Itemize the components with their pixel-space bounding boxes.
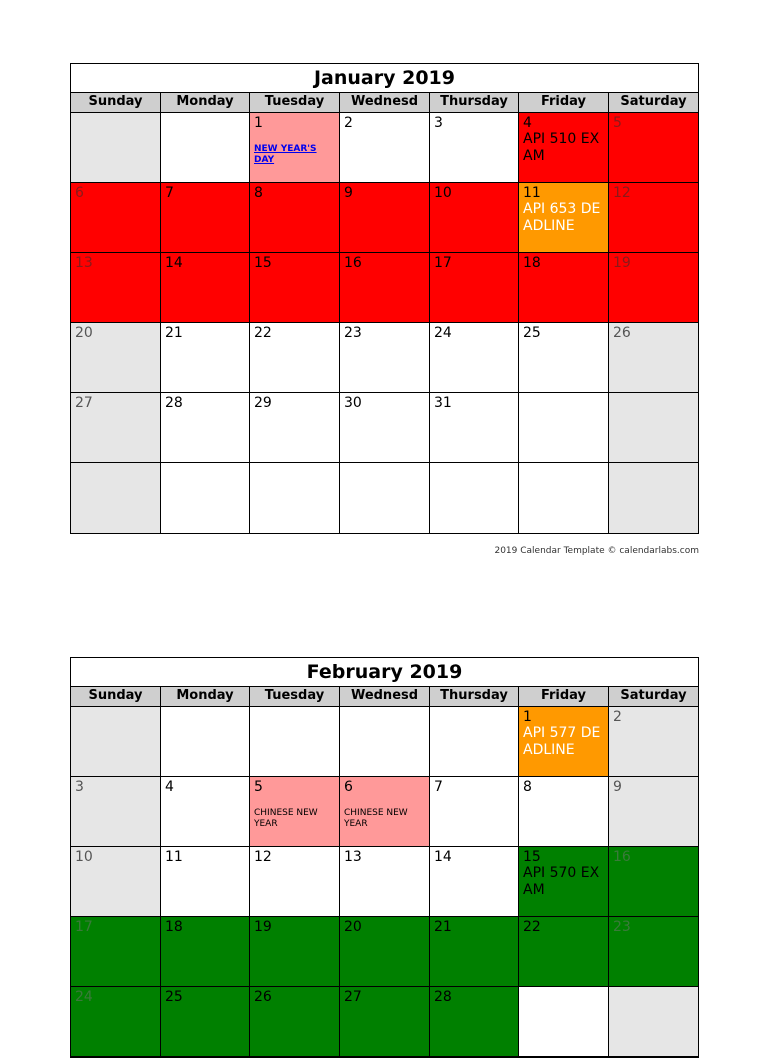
day-number: 11 (165, 849, 183, 865)
day-number: 13 (344, 849, 362, 865)
day-number: 18 (523, 255, 541, 271)
day-cell[interactable] (161, 707, 250, 777)
day-cell[interactable] (609, 253, 698, 323)
day-number: 25 (165, 989, 183, 1005)
day-number: 19 (254, 919, 272, 935)
day-cell[interactable] (519, 707, 609, 777)
day-cell[interactable] (609, 393, 698, 463)
holiday-label: CHINESE NEW YEAR (344, 808, 408, 829)
day-number: 5 (254, 779, 263, 795)
day-cell[interactable] (430, 183, 519, 253)
event-label: API 570 EXAM (523, 865, 600, 898)
weekday-wednesday: Wednesd (340, 93, 430, 112)
day-number: 24 (75, 989, 93, 1005)
event-label: API 653 DEADLINE (523, 201, 601, 234)
weekday-sunday: Sunday (71, 687, 161, 706)
day-number: 26 (613, 325, 631, 341)
day-cell[interactable] (71, 113, 161, 183)
day-cell[interactable] (519, 253, 609, 323)
day-number: 15 (523, 849, 541, 865)
day-number: 1 (254, 115, 263, 131)
day-cell[interactable] (430, 777, 519, 847)
month-title: February 2019 (71, 658, 698, 687)
day-number: 1 (523, 709, 532, 725)
day-cell[interactable] (161, 393, 250, 463)
weekday-tuesday: Tuesday (250, 93, 340, 112)
day-cell[interactable] (71, 777, 161, 847)
day-number: 27 (344, 989, 362, 1005)
day-cell[interactable] (161, 847, 250, 917)
day-number: 28 (434, 989, 452, 1005)
day-cell[interactable] (340, 847, 430, 917)
footer-credit: 2019 Calendar Template © calendarlabs.com (494, 546, 699, 556)
day-number: 13 (75, 255, 93, 271)
weekday-header (71, 93, 698, 113)
day-cell[interactable] (250, 777, 340, 847)
day-cell[interactable] (71, 847, 161, 917)
day-cell[interactable] (430, 393, 519, 463)
day-cell[interactable] (519, 917, 609, 987)
day-cell[interactable] (340, 113, 430, 183)
day-cell[interactable] (71, 323, 161, 393)
day-cell[interactable] (161, 777, 250, 847)
holiday-link[interactable]: NEW YEAR'S DAY (254, 144, 317, 165)
day-cell[interactable] (71, 393, 161, 463)
day-cell[interactable] (250, 987, 340, 1057)
day-number: 5 (613, 115, 622, 131)
day-cell[interactable] (250, 113, 340, 183)
day-cell[interactable] (609, 777, 698, 847)
day-cell[interactable] (250, 917, 340, 987)
day-cell[interactable] (71, 253, 161, 323)
weekday-friday: Friday (519, 687, 609, 706)
day-cell[interactable] (609, 183, 698, 253)
day-number: 21 (165, 325, 183, 341)
day-cell[interactable] (250, 393, 340, 463)
day-number: 3 (75, 779, 84, 795)
weekday-wednesday: Wednesd (340, 687, 430, 706)
day-cell[interactable] (430, 323, 519, 393)
day-cell[interactable] (250, 253, 340, 323)
day-cell[interactable] (519, 777, 609, 847)
day-number: 23 (344, 325, 362, 341)
day-cell[interactable] (71, 987, 161, 1057)
day-number: 7 (165, 185, 174, 201)
day-number: 29 (254, 395, 272, 411)
day-cell[interactable] (161, 253, 250, 323)
day-cell[interactable] (340, 463, 430, 533)
day-cell[interactable] (161, 183, 250, 253)
day-number: 15 (254, 255, 272, 271)
day-cell[interactable] (430, 253, 519, 323)
january-calendar (70, 63, 699, 534)
day-cell[interactable] (250, 183, 340, 253)
day-cell[interactable] (161, 987, 250, 1057)
day-cell[interactable] (250, 707, 340, 777)
day-number: 12 (254, 849, 272, 865)
day-cell[interactable] (71, 183, 161, 253)
day-grid (71, 707, 698, 1057)
day-cell[interactable] (161, 463, 250, 533)
day-cell[interactable] (161, 323, 250, 393)
day-cell[interactable] (161, 917, 250, 987)
day-cell[interactable] (519, 113, 609, 183)
day-number: 30 (344, 395, 362, 411)
day-number: 23 (613, 919, 631, 935)
day-number: 8 (254, 185, 263, 201)
day-cell[interactable] (519, 987, 609, 1057)
day-number: 16 (613, 849, 631, 865)
day-number: 28 (165, 395, 183, 411)
day-cell[interactable] (71, 917, 161, 987)
day-number: 18 (165, 919, 183, 935)
day-cell[interactable] (609, 113, 698, 183)
february-calendar (70, 657, 699, 1058)
day-number: 4 (165, 779, 174, 795)
day-cell[interactable] (430, 113, 519, 183)
day-cell[interactable] (430, 463, 519, 533)
day-number: 12 (613, 185, 631, 201)
weekday-friday: Friday (519, 93, 609, 112)
day-number: 14 (165, 255, 183, 271)
weekday-monday: Monday (161, 93, 250, 112)
day-cell[interactable] (340, 253, 430, 323)
day-number: 10 (75, 849, 93, 865)
day-number: 31 (434, 395, 452, 411)
day-cell[interactable] (609, 917, 698, 987)
weekday-thursday: Thursday (430, 687, 519, 706)
day-cell[interactable] (519, 463, 609, 533)
day-cell[interactable] (340, 323, 430, 393)
holiday-label: CHINESE NEW YEAR (254, 808, 318, 829)
day-number: 25 (523, 325, 541, 341)
day-number: 3 (434, 115, 443, 131)
day-cell[interactable] (519, 183, 609, 253)
day-number: 26 (254, 989, 272, 1005)
day-cell[interactable] (430, 847, 519, 917)
day-cell[interactable] (340, 917, 430, 987)
month-title: January 2019 (71, 64, 698, 93)
day-number: 19 (613, 255, 631, 271)
day-number: 4 (523, 115, 532, 131)
weekday-header (71, 687, 698, 707)
day-cell[interactable] (250, 323, 340, 393)
day-cell[interactable] (340, 777, 430, 847)
day-cell[interactable] (519, 393, 609, 463)
day-number: 8 (523, 779, 532, 795)
event-label: API 510 EXAM (523, 131, 600, 164)
weekday-saturday: Saturday (620, 688, 687, 703)
day-cell[interactable] (430, 987, 519, 1057)
day-cell[interactable] (430, 707, 519, 777)
day-number: 17 (75, 919, 93, 935)
day-number: 21 (434, 919, 452, 935)
weekday-sunday: Sunday (71, 93, 161, 112)
day-cell[interactable] (71, 707, 161, 777)
day-cell[interactable] (161, 113, 250, 183)
event-label: API 577 DEADLINE (523, 725, 601, 758)
day-number: 9 (344, 185, 353, 201)
day-number: 24 (434, 325, 452, 341)
day-number: 9 (613, 779, 622, 795)
weekday-saturday: Saturday (620, 94, 687, 109)
day-number: 17 (434, 255, 452, 271)
day-number: 14 (434, 849, 452, 865)
day-cell[interactable] (609, 463, 698, 533)
day-number: 2 (344, 115, 353, 131)
weekday-monday: Monday (161, 687, 250, 706)
day-number: 2 (613, 709, 622, 725)
day-cell[interactable] (519, 323, 609, 393)
day-number: 22 (254, 325, 272, 341)
day-number: 6 (75, 185, 84, 201)
day-cell[interactable] (609, 323, 698, 393)
day-number: 20 (344, 919, 362, 935)
day-cell[interactable] (340, 707, 430, 777)
day-cell[interactable] (430, 917, 519, 987)
weekday-tuesday: Tuesday (250, 687, 340, 706)
day-number: 22 (523, 919, 541, 935)
day-number: 10 (434, 185, 452, 201)
day-cell[interactable] (609, 847, 698, 917)
day-number: 7 (434, 779, 443, 795)
day-cell[interactable] (340, 393, 430, 463)
day-number: 20 (75, 325, 93, 341)
day-cell[interactable] (609, 707, 698, 777)
day-cell[interactable] (71, 463, 161, 533)
day-cell[interactable] (250, 847, 340, 917)
day-number: 27 (75, 395, 93, 411)
weekday-thursday: Thursday (430, 93, 519, 112)
day-cell[interactable] (250, 463, 340, 533)
day-cell[interactable] (609, 987, 698, 1057)
day-cell[interactable] (340, 987, 430, 1057)
day-number: 16 (344, 255, 362, 271)
day-number: 6 (344, 779, 353, 795)
day-cell[interactable] (340, 183, 430, 253)
day-number: 11 (523, 185, 541, 201)
day-grid (71, 113, 698, 533)
day-cell[interactable] (519, 847, 609, 917)
